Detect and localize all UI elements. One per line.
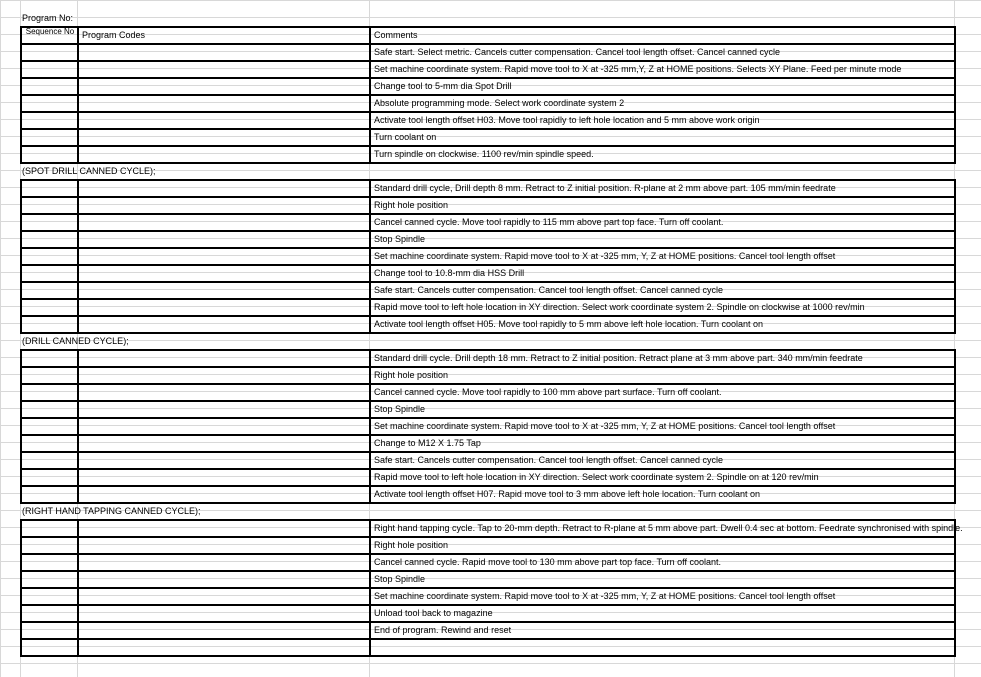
table-border [20, 655, 956, 657]
comment-cell[interactable]: Set machine coordinate system. Rapid move tool to X at -325 mm, Y, Z at HOME positions. Cancel tool length offset [374, 251, 836, 261]
comment-cell[interactable]: Change tool to 5-mm dia Spot Drill [374, 81, 512, 91]
table-border [20, 162, 956, 164]
program-code-cell[interactable] [79, 538, 369, 553]
comment-cell[interactable]: Right hand tapping cycle. Tap to 20-mm depth. Retract to R-plane at 5 mm above part. Dwell 0.4 sec at bottom. Feedrate synchronised with spindle. [374, 523, 963, 533]
sequence-no-cell[interactable] [22, 572, 77, 587]
program-no-label: Program No: [22, 13, 74, 23]
comment-cell[interactable]: Safe start. Cancels cutter compensation. Cancel tool length offset. Cancel canned cycle [374, 455, 724, 465]
sequence-no-cell[interactable] [22, 487, 77, 502]
program-code-cell[interactable] [79, 300, 369, 315]
comment-cell[interactable]: Cancel canned cycle. Move tool rapidly to 115 mm above part top face. Turn off coolant. [374, 217, 724, 227]
program-code-cell[interactable] [79, 589, 369, 604]
section-heading: (SPOT DRILL CANNED CYCLE); [22, 166, 156, 176]
sequence-no-cell[interactable] [22, 555, 77, 570]
sequence-no-cell[interactable] [22, 249, 77, 264]
program-code-cell[interactable] [79, 572, 369, 587]
sequence-no-cell[interactable] [22, 198, 77, 213]
program-code-cell[interactable] [79, 402, 369, 417]
comment-cell[interactable]: Stop Spindle [374, 574, 426, 584]
sequence-no-cell[interactable] [22, 521, 77, 536]
sequence-no-cell[interactable] [22, 453, 77, 468]
sequence-no-cell[interactable] [22, 215, 77, 230]
comment-cell[interactable]: Activate tool length offset H03. Move tool rapidly to left hole location and 5 mm above work origin [374, 115, 760, 125]
program-code-cell[interactable] [79, 266, 369, 281]
comment-cell[interactable]: Set machine coordinate system. Rapid move tool to X at -325 mm, Y, Z at HOME positions. Cancel tool length offset [374, 421, 836, 431]
program-code-cell[interactable] [79, 436, 369, 451]
program-code-cell[interactable] [79, 521, 369, 536]
program-code-cell[interactable] [79, 470, 369, 485]
comment-cell[interactable]: Cancel canned cycle. Move tool rapidly to 100 mm above part surface. Turn off coolant. [374, 387, 722, 397]
sequence-no-cell[interactable] [22, 113, 77, 128]
sequence-no-cell[interactable] [22, 436, 77, 451]
sequence-no-cell[interactable] [22, 79, 77, 94]
program-code-cell[interactable] [79, 351, 369, 366]
comment-cell[interactable]: Change to M12 X 1.75 Tap [374, 438, 481, 448]
sequence-no-cell[interactable] [22, 266, 77, 281]
header-sequence-no: Sequence No [25, 27, 75, 36]
program-code-cell[interactable] [79, 79, 369, 94]
comment-cell[interactable]: Safe start. Cancels cutter compensation. Cancel tool length offset. Cancel canned cycle [374, 285, 724, 295]
table-border [954, 349, 956, 504]
sequence-no-cell[interactable] [22, 45, 77, 60]
program-code-cell[interactable] [79, 317, 369, 332]
program-code-cell[interactable] [79, 487, 369, 502]
program-code-cell[interactable] [79, 181, 369, 196]
sequence-no-cell[interactable] [22, 147, 77, 162]
program-code-cell[interactable] [79, 419, 369, 434]
comment-cell[interactable]: Activate tool length offset H05. Move tool rapidly to 5 mm above left hole location. Turn coolant on [374, 319, 764, 329]
program-code-cell[interactable] [79, 147, 369, 162]
comment-cell[interactable]: Standard drill cycle, Drill depth 8 mm. Retract to Z initial position. R-plane at 2 mm above part. 105 mm/min feedrate [374, 183, 836, 193]
table-border [20, 332, 956, 334]
program-code-cell[interactable] [79, 453, 369, 468]
comment-cell[interactable]: End of program. Rewind and reset [374, 625, 512, 635]
comment-cell[interactable]: Right hole position [374, 370, 449, 380]
sequence-no-cell[interactable] [22, 232, 77, 247]
comment-cell[interactable]: Set machine coordinate system. Rapid move tool to X at -325 mm, Y, Z at HOME positions. Cancel tool length offset [374, 591, 836, 601]
sequence-no-cell[interactable] [22, 130, 77, 145]
program-code-cell[interactable] [79, 62, 369, 77]
sequence-no-cell[interactable] [22, 419, 77, 434]
comment-cell[interactable]: Change tool to 10.8-mm dia HSS Drill [374, 268, 525, 278]
comment-cell[interactable]: Turn spindle on clockwise. 1100 rev/min spindle speed. [374, 149, 594, 159]
sequence-no-cell[interactable] [22, 181, 77, 196]
sequence-no-cell[interactable] [22, 368, 77, 383]
section-heading: (DRILL CANNED CYCLE); [22, 336, 129, 346]
sequence-no-cell[interactable] [22, 385, 77, 400]
sequence-no-cell[interactable] [22, 470, 77, 485]
program-code-cell[interactable] [79, 555, 369, 570]
program-code-cell[interactable] [79, 96, 369, 111]
sequence-no-cell[interactable] [22, 589, 77, 604]
comment-cell[interactable]: Stop Spindle [374, 404, 426, 414]
program-code-cell[interactable] [79, 45, 369, 60]
program-code-cell[interactable] [79, 283, 369, 298]
sequence-no-cell[interactable] [22, 300, 77, 315]
program-code-cell[interactable] [79, 623, 369, 638]
program-code-cell[interactable] [79, 249, 369, 264]
comment-cell[interactable]: Unload tool back to magazine [374, 608, 493, 618]
sequence-no-cell[interactable] [22, 640, 77, 655]
sequence-no-cell[interactable] [22, 538, 77, 553]
program-code-cell[interactable] [79, 232, 369, 247]
program-code-cell[interactable] [79, 385, 369, 400]
program-code-cell[interactable] [79, 215, 369, 230]
sequence-no-cell[interactable] [22, 351, 77, 366]
sequence-no-cell[interactable] [22, 283, 77, 298]
table-border [954, 179, 956, 334]
comment-cell[interactable]: Right hole position [374, 200, 449, 210]
comment-cell[interactable] [371, 639, 954, 655]
sequence-no-cell[interactable] [22, 402, 77, 417]
comment-cell[interactable]: Rapid move tool to left hole location in XY direction. Select work coordinate system 2. Spindle on at 120 rev/min [374, 472, 819, 482]
program-code-cell[interactable] [79, 130, 369, 145]
program-code-cell[interactable] [79, 606, 369, 621]
table-border [954, 43, 956, 164]
comment-cell[interactable]: Absolute programming mode. Select work coordinate system 2 [374, 98, 625, 108]
header-comments: Comments [374, 30, 418, 40]
comment-cell[interactable]: Safe start. Select metric. Cancels cutter compensation. Cancel tool length offset. Cancel canned cycle [374, 47, 781, 57]
program-code-cell[interactable] [79, 198, 369, 213]
program-code-cell[interactable] [79, 113, 369, 128]
comment-cell[interactable]: Activate tool length offset H07. Rapid move tool to 3 mm above left hole location. Turn coolant on [374, 489, 761, 499]
header-program-codes: Program Codes [82, 30, 146, 40]
comment-cell[interactable]: Stop Spindle [374, 234, 426, 244]
comment-cell[interactable]: Rapid move tool to left hole location in XY direction. Select work coordinate system 2. Spindle on clockwise at 1000 rev/min [374, 302, 865, 312]
section-heading: (RIGHT HAND TAPPING CANNED CYCLE); [22, 506, 201, 516]
program-code-cell[interactable] [79, 640, 369, 655]
comment-cell[interactable]: Set machine coordinate system. Rapid move tool to X at -325 mm,Y, Z at HOME positions. Selects XY Plane. Feed per minute mode [374, 64, 902, 74]
sequence-no-cell[interactable] [22, 606, 77, 621]
program-code-cell[interactable] [79, 368, 369, 383]
comment-cell[interactable]: Cancel canned cycle. Rapid move tool to 130 mm above part top face. Turn off coolant. [374, 557, 722, 567]
comment-cell[interactable]: Right hole position [374, 540, 449, 550]
comment-cell[interactable]: Standard drill cycle. Drill depth 18 mm. Retract to Z initial position. Retract plane at 3 mm above part. 340 mm/min feedrate [374, 353, 863, 363]
sequence-no-cell[interactable] [22, 623, 77, 638]
sequence-no-cell[interactable] [22, 96, 77, 111]
comment-cell[interactable]: Turn coolant on [374, 132, 437, 142]
table-border [954, 519, 956, 657]
sequence-no-cell[interactable] [22, 62, 77, 77]
sequence-no-cell[interactable] [22, 317, 77, 332]
